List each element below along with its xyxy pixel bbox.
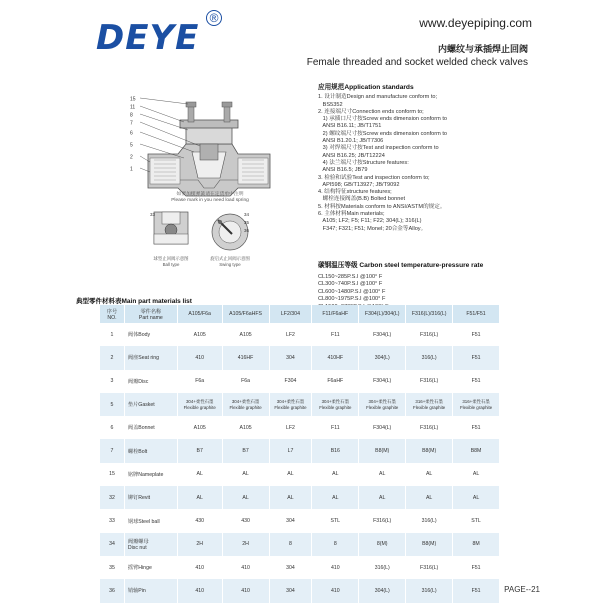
material-cell: 304+柔性石墨 Flexible graphite — [359, 393, 406, 416]
material-cell: 8(M) — [359, 533, 406, 556]
material-cell: 304(L) — [359, 579, 406, 602]
material-cell: 410 — [177, 556, 222, 579]
drawing-callout: 7 — [130, 120, 133, 127]
material-cell: 2H — [222, 533, 269, 556]
material-cell: 410HF — [312, 346, 359, 369]
standards-heading: 应用规范Application standards — [318, 84, 414, 91]
part-name: 垫片Gasket — [124, 393, 177, 416]
material-cell: F51 — [453, 346, 500, 369]
material-cell: AL — [269, 463, 312, 486]
standard-line: 6. 主体材料Main materials; — [318, 211, 385, 218]
material-cell: 304 — [269, 579, 312, 602]
material-cell: F51 — [453, 370, 500, 393]
caption-english: Please mark in you need load spring — [171, 198, 249, 203]
material-cell: F304 — [269, 370, 312, 393]
material-cell: F11 — [312, 323, 359, 346]
material-cell: 316+柔性石墨 Flexible graphite — [406, 393, 453, 416]
standard-line: 5. 材料按Materials conform to ANSI/ASTM的规定。 — [318, 203, 446, 210]
material-cell: AL — [312, 486, 359, 509]
application-standards — [318, 84, 518, 233]
standard-line: API598; GB/T13927; JB/T9092 — [318, 181, 400, 188]
material-cell: A105 — [222, 323, 269, 346]
material-cell: F6aHF — [312, 370, 359, 393]
material-cell: F316(L) — [406, 416, 453, 439]
part-name: 阀瓣Disc — [124, 370, 177, 393]
part-name: 螺栓Bolt — [124, 439, 177, 462]
material-cell: 304 — [269, 556, 312, 579]
material-cell: F51 — [453, 416, 500, 439]
drawing-callout: 5 — [130, 142, 133, 149]
table-row — [100, 579, 500, 602]
drawing-callout: 1 — [130, 166, 133, 173]
material-cell: L7 — [269, 439, 312, 462]
row-number: 5 — [100, 393, 124, 416]
material-cell: B8(M) — [406, 533, 453, 556]
material-cell: LF2 — [269, 416, 312, 439]
caption-chinese: 如要加楔弹簧请在定货单中注明 — [176, 192, 244, 197]
standard-line: ANSI B1.20.1; JB/T7306 — [318, 138, 384, 145]
table-row — [100, 556, 500, 579]
swing-type-caption — [200, 256, 260, 267]
swing-callout-36: 36 — [244, 228, 250, 233]
material-cell: 316(L) — [406, 509, 453, 532]
standard-line: F347; F321; F51; Monel; 20合金等Alloy。 — [318, 225, 427, 232]
row-number: 33 — [100, 509, 124, 532]
rating-heading: 碳钢温压等级 Carbon steel temperature-pressure rate — [318, 262, 484, 269]
material-cell: F6a — [177, 370, 222, 393]
row-number: 32 — [100, 486, 124, 509]
material-cell: F304(L) — [359, 370, 406, 393]
material-cell: 316(L) — [359, 556, 406, 579]
column-header: F51/F51 — [453, 305, 500, 323]
drawing-callout: 15 — [130, 96, 136, 103]
material-cell: AL — [177, 486, 222, 509]
material-cell: B7 — [177, 439, 222, 462]
row-number: 3 — [100, 370, 124, 393]
standard-line: 1) 承插口尺寸按Screw ends dimension conform to — [318, 116, 448, 123]
material-cell: 2H — [177, 533, 222, 556]
material-cell: 304+柔性石墨 Flexible graphite — [269, 393, 312, 416]
material-cell: F6a — [222, 370, 269, 393]
material-cell: 410 — [222, 579, 269, 602]
material-cell: 410 — [222, 556, 269, 579]
ball-type-en: Ball type — [162, 261, 180, 267]
swing-type-cn: 旋启式止回阀示意图 — [210, 256, 250, 261]
material-cell: F51 — [453, 556, 500, 579]
title-chinese: 内螺纹与承插焊止回阀 — [437, 44, 528, 54]
row-number: 2 — [100, 346, 124, 369]
ball-type-caption — [141, 256, 201, 267]
material-cell: A105 — [177, 323, 222, 346]
drawing-callout: 6 — [130, 130, 133, 137]
table-row — [100, 439, 500, 462]
material-cell: F316(L) — [406, 556, 453, 579]
column-header: 零件名称 Part name — [124, 305, 177, 323]
drawing-callout: 2 — [130, 154, 133, 161]
material-cell: 410 — [177, 579, 222, 602]
standard-line: 2) 螺纹端尺寸按Screw ends dimension conform to — [318, 130, 448, 137]
material-cell: 304+柔性石墨 Flexible graphite — [312, 393, 359, 416]
material-cell: F316(L) — [406, 323, 453, 346]
material-cell: 304+柔性石墨 Flexible graphite — [222, 393, 269, 416]
material-cell: 416HF — [222, 346, 269, 369]
rating-line: CL800~1975P.S.I @100° F — [318, 296, 386, 303]
swing-callout-34: 34 — [244, 212, 250, 217]
standard-line: 4) 法兰端尺寸按Structure features: — [318, 159, 409, 166]
material-cell: 316(L) — [406, 346, 453, 369]
swing-callout-35: 35 — [244, 220, 250, 225]
material-cell: A105 — [177, 416, 222, 439]
material-cell: 304+柔性石墨 Flexible graphite — [177, 393, 222, 416]
row-number: 1 — [100, 323, 124, 346]
row-number: 7 — [100, 439, 124, 462]
material-cell: F316(L) — [406, 370, 453, 393]
material-cell: AL — [269, 486, 312, 509]
material-cell: 8M — [453, 533, 500, 556]
logo-text: DEYE — [96, 18, 200, 58]
standard-line: ANSI B16.25; JB/T12224 — [318, 152, 385, 159]
material-cell: LF2 — [269, 323, 312, 346]
rating-line: CL150~285P.S.I @100° F — [318, 273, 383, 280]
column-header: 序号 NO. — [100, 305, 124, 323]
part-name: 阀盖Bonnet — [124, 416, 177, 439]
material-cell: 304 — [269, 509, 312, 532]
standard-line: ANSI B16.5; JB79 — [318, 167, 368, 174]
row-number: 34 — [100, 533, 124, 556]
registered-mark: ® — [206, 10, 222, 26]
deye-logo — [96, 18, 226, 58]
column-header: F11/F6aHF — [312, 305, 359, 323]
website-url: www.deyepiping.com — [419, 16, 532, 30]
standards-list — [318, 94, 518, 233]
material-cell: AL — [177, 463, 222, 486]
row-number: 15 — [100, 463, 124, 486]
table-title: 典型零件材料表Main part materials list — [76, 298, 192, 305]
standard-line: 3. 检验和试验Test and inspection conform to; — [318, 174, 430, 181]
material-cell: AL — [406, 463, 453, 486]
table-body — [100, 323, 500, 603]
material-cell: F304(L) — [359, 323, 406, 346]
material-cell: F51 — [453, 579, 500, 602]
standard-line: ANSI B16.11; JB/T1751 — [318, 123, 382, 130]
part-name: 铆钉Revit — [124, 486, 177, 509]
swing-type-drawing — [208, 210, 252, 254]
ball-type-cn: 球型止回阀示意图 — [153, 256, 189, 261]
swing-type-en: Swing type — [219, 261, 241, 267]
table-row — [100, 393, 500, 416]
table-row — [100, 486, 500, 509]
material-cell: B8(M) — [359, 439, 406, 462]
material-cell: STL — [453, 509, 500, 532]
table-row — [100, 509, 500, 532]
material-cell: AL — [453, 463, 500, 486]
part-name: 阀体Body — [124, 323, 177, 346]
table-row — [100, 416, 500, 439]
rating-line: CL600~1480P.S.I @100° F — [318, 288, 386, 295]
standard-line: 4. 结构特征structure features; — [318, 189, 392, 196]
material-cell: STL — [312, 509, 359, 532]
part-name: 钢球Steel ball — [124, 509, 177, 532]
material-cell: 304 — [269, 346, 312, 369]
ball-callout-33: 33 — [150, 212, 156, 217]
standard-line: A105; LF2; F5; F11; F22; 304(L); 316(L) — [318, 218, 422, 225]
material-cell: AL — [222, 463, 269, 486]
ball-type-drawing — [150, 208, 194, 254]
title-english: Female threaded and socket welded check valves — [306, 57, 528, 68]
material-cell: 410 — [312, 579, 359, 602]
drawing-callout: 8 — [130, 112, 133, 119]
material-cell: 8 — [269, 533, 312, 556]
material-cell: B16 — [312, 439, 359, 462]
row-number: 36 — [100, 579, 124, 602]
material-cell: 410 — [312, 556, 359, 579]
material-cell: 430 — [177, 509, 222, 532]
part-name: 铭牌Nameplate — [124, 463, 177, 486]
material-cell: F51 — [453, 323, 500, 346]
standard-line: 3) 对焊端尺寸按Test and inspection conform to — [318, 145, 439, 152]
material-cell: B8(M) — [406, 439, 453, 462]
material-cell: F316(L) — [359, 509, 406, 532]
material-cell: AL — [222, 486, 269, 509]
table-row — [100, 463, 500, 486]
material-cell: AL — [453, 486, 500, 509]
material-cell: AL — [312, 463, 359, 486]
material-cell: B8M — [453, 439, 500, 462]
table-row — [100, 370, 500, 393]
standard-line: 2. 连接端尺寸Connection ends conform to; — [318, 108, 424, 115]
page-number: PAGE--21 — [504, 585, 540, 594]
material-cell: 410 — [177, 346, 222, 369]
part-name: 销轴Pin — [124, 579, 177, 602]
material-cell: F304(L) — [359, 416, 406, 439]
material-cell: A105 — [222, 416, 269, 439]
table-header-row — [100, 305, 500, 323]
part-name: 摇臂Hinge — [124, 556, 177, 579]
column-header: A105/F6aHFS — [222, 305, 269, 323]
drawing-callout: 11 — [130, 104, 136, 111]
standard-line: BS5352 — [318, 101, 343, 108]
material-cell: 304(L) — [359, 346, 406, 369]
valve-section-drawing — [128, 92, 288, 204]
material-cell: 316+柔性石墨 Flexible graphite — [453, 393, 500, 416]
row-number: 6 — [100, 416, 124, 439]
part-name: 阀瓣螺母 Disc nut — [124, 533, 177, 556]
table-row — [100, 533, 500, 556]
materials-table — [100, 305, 500, 603]
material-cell: 430 — [222, 509, 269, 532]
material-cell: AL — [406, 486, 453, 509]
material-cell: AL — [359, 486, 406, 509]
standard-line: 1. 设计制造Design and manufacture conform to; — [318, 94, 438, 101]
column-header: F304(L)/304(L) — [359, 305, 406, 323]
rating-line: CL300~740P.S.I @100° F — [318, 281, 383, 288]
table-row — [100, 323, 500, 346]
table-row — [100, 346, 500, 369]
row-number: 35 — [100, 556, 124, 579]
material-cell: 8 — [312, 533, 359, 556]
material-cell: B7 — [222, 439, 269, 462]
material-cell: 316(L) — [406, 579, 453, 602]
drawing-caption — [150, 192, 270, 204]
material-cell: AL — [359, 463, 406, 486]
column-header: A105/F6a — [177, 305, 222, 323]
column-header: LF2/304 — [269, 305, 312, 323]
column-header: F316(L)/316(L) — [406, 305, 453, 323]
part-name: 阀座Seat ring — [124, 346, 177, 369]
standard-line: 螺栓连接阀盖(B.B) Bolted bonnet — [318, 196, 406, 203]
material-cell: F11 — [312, 416, 359, 439]
